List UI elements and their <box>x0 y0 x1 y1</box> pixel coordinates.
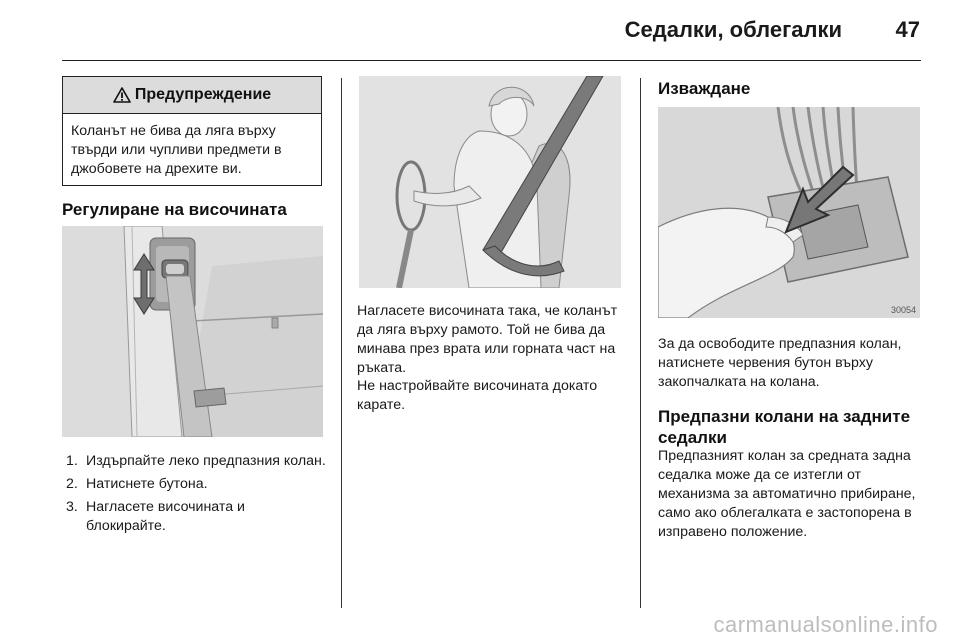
no-adjust-while-driving-text: Не настройвайте височината докато карате. <box>357 378 598 413</box>
height-adjust-heading: Регулиране на височината <box>62 200 287 219</box>
warning-title: Предупреждение <box>134 86 272 103</box>
shoulder-position-text: Нагласете височината така, че коланът да ляга върху рамото. Той не бива да минава през врата или горната част на ръката. <box>357 303 618 376</box>
column-divider-right <box>640 78 641 608</box>
warning-box <box>62 76 322 186</box>
buckle-release-figure <box>658 107 920 318</box>
driver-seatbelt-figure <box>359 76 621 288</box>
header-divider <box>62 60 921 61</box>
list-item: 2. Натиснете бутона. <box>66 476 208 492</box>
removal-heading: Изваждане <box>658 79 751 98</box>
figure-code: 30054 <box>890 305 916 315</box>
list-item: 1. Издърпайте леко предпазния колан. <box>66 453 326 469</box>
warning-text: Коланът не бива да ляга върху твърди или чупливи предмети в джобовете на дрехите ви. <box>71 123 282 177</box>
warning-triangle-icon <box>113 87 131 103</box>
footer-watermark: carmanualsonline.info <box>713 612 938 637</box>
height-adjuster-figure <box>62 226 323 437</box>
warning-header <box>63 77 321 114</box>
list-item: 3. Нагласете височината и блокирайте. <box>66 499 245 534</box>
release-instructions-text: За да освободите предпазния колан, натиснете червения бутон върху закопчалката на колана. <box>658 336 902 390</box>
page-number: 47 <box>895 17 920 42</box>
adjust-steps-list <box>66 452 326 540</box>
column-divider-left <box>341 78 342 608</box>
section-title: Седалки, облегалки <box>624 17 842 42</box>
rear-belts-heading: Предпазни колани на задните седалки <box>658 407 911 447</box>
rear-belts-text: Предпазният колан за средната задна седалка може да се изтегли от механизма за автоматично прибиране, само ако облегалката е застопорена в изправено положение. <box>658 448 916 540</box>
page-header <box>0 0 960 62</box>
